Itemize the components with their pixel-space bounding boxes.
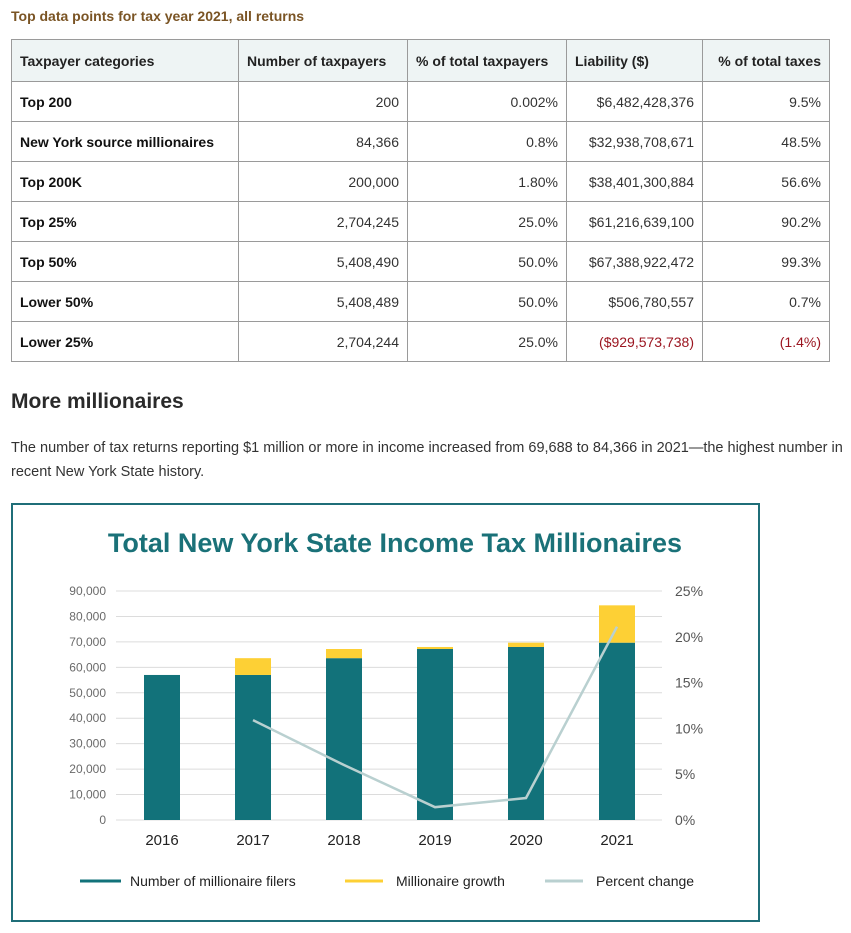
table-header-row [12, 40, 830, 82]
row-category: New York source millionaires [12, 122, 239, 162]
header-category: Taxpayer categories [12, 40, 239, 82]
y2-tick-label: 15% [675, 674, 704, 691]
table-row [12, 122, 830, 162]
row-pct-taxes: 56.6% [703, 162, 830, 202]
row-liability: $61,216,639,100 [567, 202, 703, 242]
y2-tick-label: 20% [675, 628, 704, 645]
table-caption: Top data points for tax year 2021, all returns [11, 8, 305, 24]
row-pct-taxpayers: 25.0% [408, 202, 567, 242]
bar-millionaire-filers [599, 643, 635, 820]
row-liability: $67,388,922,472 [567, 242, 703, 282]
chart-title: Total New York State Income Tax Millionaires [107, 528, 683, 558]
row-pct-taxpayers: 50.0% [408, 282, 567, 322]
millionaires-chart [11, 503, 760, 922]
row-pct-taxes: 48.5% [703, 122, 830, 162]
y2-tick-label: 10% [675, 720, 704, 737]
row-pct-taxpayers: 0.002% [408, 82, 567, 122]
row-category: Top 25% [12, 202, 239, 242]
bar-millionaire-filers [508, 647, 544, 820]
row-category: Top 50% [12, 242, 239, 282]
row-category: Top 200K [12, 162, 239, 202]
x-tick-label: 2017 [236, 832, 270, 849]
table-row [12, 242, 830, 282]
row-pct-taxes: 0.7% [703, 282, 830, 322]
tax-data-table [11, 39, 830, 362]
bar-millionaire-filers [326, 658, 362, 820]
row-liability: $6,482,428,376 [567, 82, 703, 122]
row-taxpayers: 84,366 [239, 122, 408, 162]
row-pct-taxes: 90.2% [703, 202, 830, 242]
header-taxpayers: Number of taxpayers [239, 40, 408, 82]
y-tick-label: 70,000 [69, 634, 106, 649]
y-tick-label: 80,000 [69, 609, 106, 624]
y2-tick-label: 5% [675, 766, 696, 783]
bar-millionaire-filers [417, 649, 453, 820]
section-body: The number of tax returns reporting $1 million or more in income increased from 69,688 to 84,366 in 2021—the highest number in recent New York State history. [11, 440, 843, 480]
table-row [12, 322, 830, 362]
x-tick-label: 2016 [145, 832, 179, 849]
row-category: Lower 50% [12, 282, 239, 322]
legend-growth-label: Millionaire growth [396, 873, 505, 889]
y-tick-label: 0 [99, 813, 106, 827]
y2-tick-label: 25% [675, 583, 704, 599]
row-pct-taxpayers: 25.0% [408, 322, 567, 362]
table-row [12, 162, 830, 202]
row-pct-taxes: 99.3% [703, 242, 830, 282]
row-taxpayers: 2,704,245 [239, 202, 408, 242]
section-heading: More millionaires [11, 390, 184, 413]
y-tick-label: 10,000 [69, 787, 106, 802]
bar-millionaire-filers [144, 675, 180, 820]
bar-millionaire-growth [326, 649, 362, 658]
row-category: Top 200 [12, 82, 239, 122]
x-tick-label: 2018 [327, 832, 361, 849]
table-row [12, 202, 830, 242]
bar-millionaire-growth [235, 658, 271, 675]
row-liability: ($929,573,738) [567, 322, 703, 362]
table-row [12, 282, 830, 322]
row-pct-taxes: (1.4%) [703, 322, 830, 362]
row-pct-taxpayers: 50.0% [408, 242, 567, 282]
header-liability: Liability ($) [567, 40, 703, 82]
chart-svg [11, 503, 760, 922]
row-liability: $32,938,708,671 [567, 122, 703, 162]
x-tick-label: 2019 [418, 832, 452, 849]
row-pct-taxpayers: 1.80% [408, 162, 567, 202]
bar-millionaire-growth [599, 605, 635, 642]
y2-tick-label: 0% [675, 812, 696, 828]
row-taxpayers: 2,704,244 [239, 322, 408, 362]
bar-millionaire-filers [235, 675, 271, 820]
y-tick-label: 40,000 [69, 711, 106, 726]
row-liability: $506,780,557 [567, 282, 703, 322]
row-pct-taxpayers: 0.8% [408, 122, 567, 162]
row-liability: $38,401,300,884 [567, 162, 703, 202]
y-tick-label: 60,000 [69, 660, 106, 675]
bar-millionaire-growth [508, 643, 544, 647]
table-row [12, 82, 830, 122]
y-tick-label: 50,000 [69, 685, 106, 700]
legend-percent-change-label: Percent change [596, 873, 695, 889]
row-taxpayers: 200 [239, 82, 408, 122]
y-tick-label: 30,000 [69, 736, 106, 751]
bar-millionaire-growth [417, 647, 453, 649]
row-category: Lower 25% [12, 322, 239, 362]
row-pct-taxes: 9.5% [703, 82, 830, 122]
legend-filers-label: Number of millionaire filers [130, 873, 296, 889]
x-tick-label: 2020 [509, 832, 543, 849]
row-taxpayers: 200,000 [239, 162, 408, 202]
row-taxpayers: 5,408,490 [239, 242, 408, 282]
y-tick-label: 90,000 [69, 584, 106, 598]
row-taxpayers: 5,408,489 [239, 282, 408, 322]
header-pct-taxes: % of total taxes [703, 40, 830, 82]
header-pct-taxpayers: % of total taxpayers [408, 40, 567, 82]
x-tick-label: 2021 [600, 832, 634, 849]
y-tick-label: 20,000 [69, 762, 106, 777]
